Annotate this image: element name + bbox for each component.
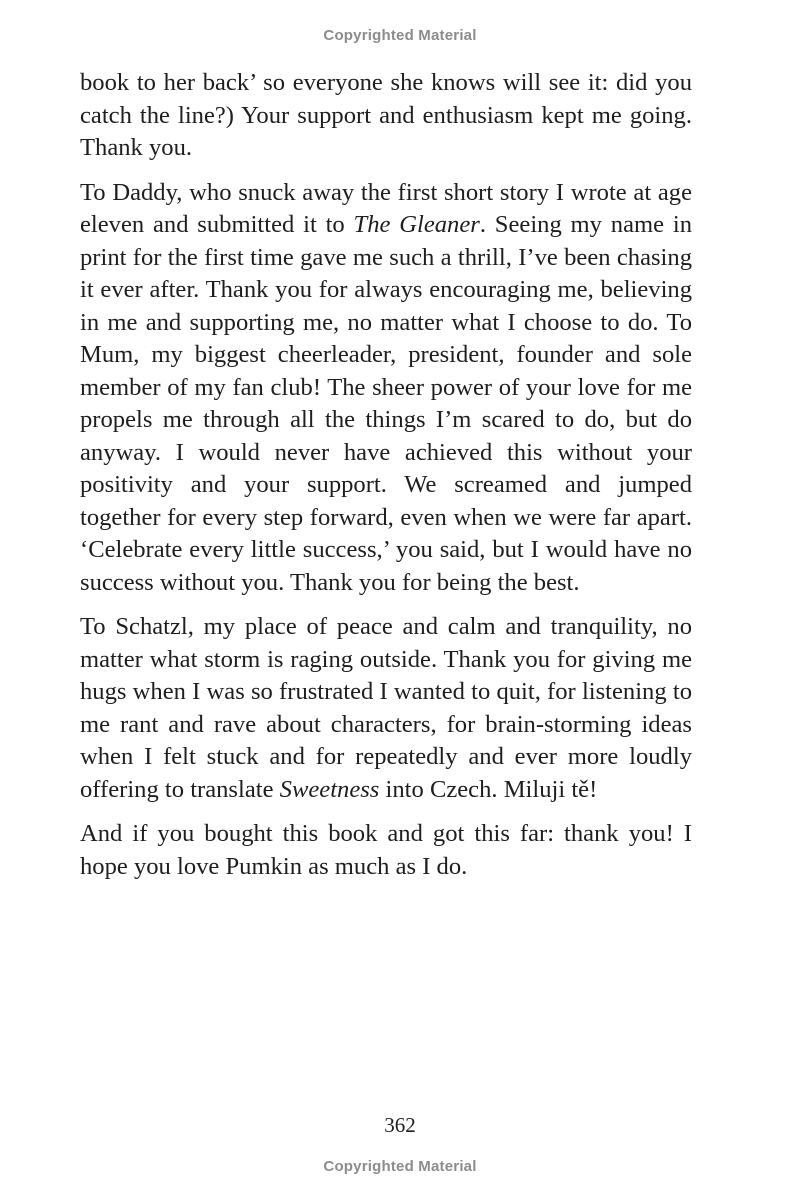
- book-title-the-gleaner: The Gleaner: [353, 211, 480, 238]
- page-number: 362: [384, 1113, 416, 1137]
- copyright-watermark-top: Copyrighted Material: [323, 27, 477, 44]
- paragraph-daddy-text-after: . Seeing my name in print for the first time gave me such a thrill, I’ve been chasing it ever after. Thank you for always encouraging me, believing in me and supporting me, no matter what I choose to do. To Mum, my biggest cheerleader, president, founder and sole member of my fan club! The sheer power of your love for me propels me through all the things I’m scared to do, but do anyway. I would never have achieved this without your positivity and your support. We screamed and jumped together for every step forward, even when we were far apart. ‘Celebrate every little success,’ you said, but I would have no success without you. Thank you for being the best.: [80, 211, 692, 596]
- paragraph-daddy-mum: [80, 177, 692, 600]
- paragraph-daddy-text-before: To Daddy, who snuck away the first short story I wrote at age eleven and submitted it to: [80, 178, 692, 238]
- book-title-sweetness: Sweetness: [279, 775, 380, 803]
- copyright-watermark-bottom: Copyrighted Material: [323, 1158, 477, 1175]
- paragraph-schatzl-text-after: into Czech. Miluji tě!: [379, 775, 598, 803]
- body-text: [80, 67, 692, 895]
- paragraph-schatzl-text-before: To Schatzl, my place of peace and calm and tranquility, no matter what storm is raging outside. Thank you for giving me hugs when I was so frustrated I wanted to quit, for listening to me rant and rave about characters, for brain-storming ideas when I felt stuck and for repeatedly and ever more loudly offering to translate: [80, 613, 692, 803]
- paragraph-support: book to her back’ so everyone she knows will see it: did you catch the line?) Your support and enthusiasm kept me going. Thank you.: [80, 69, 692, 161]
- paragraph-reader-thanks: And if you bought this book and got this far: thank you! I hope you love Pumkin as much as I do.: [80, 820, 692, 880]
- paragraph-schatzl: [80, 611, 692, 806]
